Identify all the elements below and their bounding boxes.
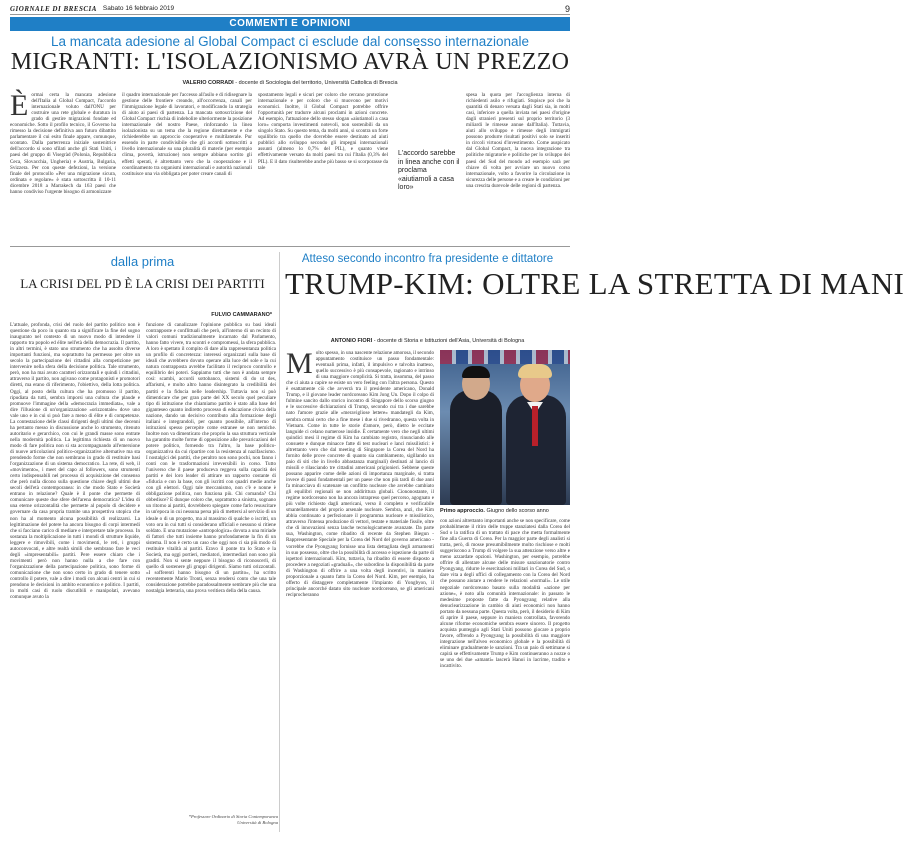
article3-column-2 (440, 518, 570, 835)
article1-text-4: spesa la quota per l'accoglienza interna di richiedenti asilo e rifugiati. Stupisce poi che la quantità di denaro versata dagli Stati sia, in molti casi, inferiore a quella inviata nei paesi d'origine dagli stranieri presenti sul proprio territorio (3 miliardi le rimesse annue dall'Italia). Tuttavia, aiuti allo sviluppo e rimesse degli immigrati possono produrre risultati positivi solo se inseriti in circoli virtuosi d'investimento. Come auspicato dal Global Compact, la nuova integrazione tra politiche migratorie e politiche per lo sviluppo dei paesi del Sud del mondo ad esempio sarà per chiave di volta per avviare un nuovo corso internazionale, volto a favorire la circolazione in sicurezza delle persone e a creare le condizioni per una crescita durevole delle regioni di partenza. (466, 92, 570, 189)
issue-date: Sabato 16 febbraio 2019 (102, 5, 175, 12)
trump-kim-photo (440, 350, 570, 505)
photo-caption-text: Giugno dello scorso anno (484, 508, 549, 514)
horizontal-divider (10, 246, 570, 247)
article3-author: ANTONIO FIORI (330, 338, 373, 344)
article3-column-1 (286, 347, 434, 835)
photo-hair-left (462, 366, 490, 378)
article1-headline: MIGRANTI: L'ISOLAZIONISMO AVRÀ UN PREZZO (10, 49, 570, 75)
article3-text-2: con azioni altrettanto importanti anche se non specificare, come probabilmente il ritiro delle truppe stanziatesi dalla Corea del Sud o la ratifica di un trattato di pace che metta formalmente fine alla Guerra di Corea. Per la maggior parte degli analisti si tratta, però, di mosse presumibilmente molto rischiose e molti suggeriscono a Trump di volgere la sua attenzione verso altre e meno azzardate opzioni. Washington, per esempio, potrebbe offrire di allentare alcune delle misure sanzionatorie contro Pyongyang, ridurre le esercitazioni militari in Corea del Sud, o dare vita a degli uffici di collegamento con la Corea del Nord che possano aiutare a rendere le relazioni «normali». Le utile negoziale nordcoreano basato sulla modalità «azione per azione», è noto alla comunità internazionale: in passato le medesime proposte fatte da Pyongyang relative alla denuclearizzazione in cambio di aiuti economici non hanno portato da nessuna parte. Questa volta, però, il desiderio di Kim di aprire il paese, seppure in maniera controllata, favorendo alcune riforme economiche sembra essere sincero. Il progetto acquista punteggio agli Stati Uniti possono giocare a proprio favore, offrendo a Pyongyang la possibilità di una maggiore integrazione nell'alveo economico globale e la possibilità di eliminare gradualmente le sanzioni. Tra un paio di settimane si capirà se effettivamente Trump e Kim continueranno a nozze o se uno dei due «amanti» lascerà Hanoi in lacrime, tradito e incattivito. (440, 518, 570, 670)
article1-column-2 (122, 92, 252, 242)
article1-text-3: spostamento legali e sicuri per coloro che cercano protezione internazionale e per coloro che si muovono per motivi economici. Inoltre, il Global Compact potrebbe offrire l'opportunità per tradurre alcuni proclami in azioni concrete. Ad esempio, l'attuazione dello stesso slogan «aiutiamoli a casa loro» comporta investimenti notevoli, non sostenibili da un singolo Stato. Su questo tema, da molti anni, si scontra un forte squilibrio tra quello che dovrebbe essere destinato ad aiuti pubblici allo sviluppo secondo gli impegni internazionali assunti (almeno lo 0,7% del PIL), e quanto viene effettivamente versato da molti paesi tra cui l'Italia (0,3% del PIL). E il dato risulterebbe anche più basso se si scorporasse da tale (258, 92, 388, 171)
article3-dropcap: M (286, 347, 313, 380)
photo-tie-right (532, 406, 538, 446)
photo-caption (440, 508, 570, 514)
article1-kicker: La mancata adesione al Global Compact ci esclude dal consesso internazionale (50, 34, 530, 49)
article1-column-1 (10, 89, 116, 242)
article1-dropcap: È (10, 89, 29, 122)
article1-pullquote: L'accordo sarebbe in linea anche con il proclama «aiutiamoli a casa loro» (398, 150, 460, 191)
article1-text-2: il quadro internazionale per l'accesso all'asilo e di ridisegnare la gestione delle frontiere creando, all'occorrenza, canali per l'immigrazione legale di lavoratori, e modificando la strategia di aiuto ai paesi di partenza. La mancata sottoscrizione del Global Compact rischia di indebolire ulteriormente la posizione internazionale del nostro Paese, rinforzando la linea isolazionista su un tema che la regione direttamente e che richiederebbe un approccio cooperativo e multilaterale. Pur essendo in parte condivisibile che gli accordi sottoscritti a livello internazionale su una pluralità di materie (per esempio clima, povertà, istruzione) non sempre abbiano sortito gli effetti sperati, è altrettanto vero che la cooperazione e il coordinamento tra organismi internazionali e autorità nazionali costituisce una via obbligata per poter creare canali di (122, 92, 252, 177)
article3-text-1: olto spesso, in una nascente relazione amorosa, il secondo appuntamento costituisce un passo fondamentale: eventuali prima, infatti, il impulsivo e talvolta inatteso, quello successivo è più consapevole, ragionato e intrinso di una maggiore complicità. Si tratta, insomma, del passo che ci aiuta a capire se esiste un vero feeling con l'altra persona. Questo è esattamente ciò che avverrà tra il presidente americano, Donald Trump, e il giovane leader nordcoreano Kim Jong Un. Dopo il colpo di fulmine sancito dallo storico incontro di Singapore dello scorso giugno e le successive dichiarazioni di Trump, secondo cui tra i due sarebbe nato l'amore grazie alle «meravigliose lettere» mandategli da Kim, sembra ormai certo che a fine mese i due si rivedranno, questa volta in Vietnam. Come in tutte le storie d'amore, però, dietro le eccitate languide ci celano numerose insidie. È certamente vero che negli ultimi quindici mesi il regime di Kim ha cambiato registro, rinunciando alle consuete e dunque minacce fatte di test nucleari e lanci missilistici: è altrettanto vero che dal meeting di Singapore la Corea del Nord ha fornito delle prove concrete di quanto sia cambiamento, sigillando un paio di siti che in livello abbastanza marginali) destinati al lancio di missili e rilasciando tre cittadini americani prigionieri. Sebbene queste possano apparire come delle azioni di importanza marginale, si tratta invece di passi fondamentali per un paese che non più tardi di due anni fa minacciava di scatenare un conflitto nucleare che avrebbe cambiato gli equilibri regionali se non addirittura globali. Ciononostante, il regime nordcoreano non ha ancora intrapreso quel percorso, agognato e più volte richiesto dagli americani, verso il completo e verificabile smantellamento del proprio arsenale nucleare. Sembra, anzi, che Kim abbia continuato a perfezionare il programma nucleare e missilistico, attraverso l'intensa produzione di vettori, testate e materiale fissile, oltre che di innovazioni senza lanche tecnologicamente avanzate. Da parte sua, Washington, come ribadito di recente da Stephen Biegun - Rappresentante Speciale per la Corea del Nord del governo americano - vorrebbe che Pyongyang fornisse una lista dettagliata degli armamenti in suo possesso, oltre che la possibilità di accesso e ispezione da parte di ispettori internazionali. Kim, tuttavia, ha ribadito di essere disposto a procedere a negoziati «graduali», che subordino la disponibilità da parte di Washington di offrire a una volta degli incentivi, in maniera proporzionale a quanto fatto la Corea del Nord. Kim, per esempio, ha offerto di distaggere completamente l'impianto di Yongbyon, il principale ancorché datato sito nucleare nordcoreano, se gli americani reciprocheranno (286, 350, 434, 598)
article1-text-1: ormai certa la mancata adesione dell'Italia al Global Compact, l'accordo internazionale voluto dall'ONU per costruire una rete globale e duratura in grado di gestire migrazioni fondate ed economiche. Sotto il profilo tecnico, il Governo ha rimesso la decisione definitiva aun futuro dibattito parlamentare il cui esito finale appare, comunque, scontato. Dalla parterrenza iniziale sostenitrice dell'accordo si sono sfilati anche gli Stati Uniti, i paesi del gruppo di Visegràd (Polonia, Repubblica Ceca, Slovacchia, Ungheria) e Austria, Bulgaria, Svizzera. Per con queste defezioni, la versione finale del protocollo «Per una migrazione sicura, ordinata e regolare» è stata sottoscritta il 10-11 dicembre 2018 a Marrakech da 163 paesi che hanno condiviso l'urgente bisogno di armonizzare (10, 92, 116, 195)
photo-caption-label: Primo approccio. (440, 508, 485, 514)
article1-column-3 (258, 92, 388, 242)
vertical-divider (279, 252, 280, 832)
article2-text-2: funzione di canalizzare l'opinione pubblica su basi ideali contrapposte e conflittuali che però, all'interno di un recinto di valori comuni tradizionalmente incarnato dal Parlamento, hanno fatto vivere, tra scontri e compromessi, la sfera pubblica. A loro è spettato il compito di dare alla rappresentanza politica un profilo di concretezza: interessi organizzati sulla base di ideali che avrebbero dovuto operare alla luce del sole e la cui natura contrapposta avrebbe facilitato il reciproco controllo e equilibrio dei poteri. Sappiamo tutti che non è andata sempre così: scambi, accordi sottobanco, sistemi di do ut des, affarismi, e molto altro hanno disintegrato la credibilità dei partiti e la fiducia nelle leadership. Tuttavia non si può dimenticare che per gran parte del XX secolo quel peculiare tipo di istituzione che chiamiamo partito è stato alla base del giganteseo quanto indiretto processo di educazione civica della nazione, dando un decisivo contributo alla formazione degli italiani e integrandoli, per quanto possibile, all'interno di istituzioni spesso percepite come estranee se non nemiche. Inoltre non va dimenticato che proprio la sua struttura verticale ha garantito molte forme di opposizione alle prevaricazioni del potere politico, fornendo tra l'altro, la base politico-organizzativa da cui ripartire con la resistenza al nazifascismo. I nostalgici dei partiti, che peraltro non sono pochi, non fanno i conti con le trasformazioni irreversibili in corso. Tutto l'universo che il paese produceva reggeva sulla capacità dei partiti e dei loro leader di attirare un rapporto costante di «fiducia e con la base, con gli iscritti con quadri medie anche con gli elettori. Oggi tale meccanismo, non c'è e nonne è obbligazione politica, non funziona più. Chi comanda? Chi obbedisce? E dunque coloro che, soprattutto a sinistra, sognano un ritorno ai partiti, dovrebbero spiegare come farlo resuscitare in un'epoca in cui nessuna persa più di mettersi al servizio di un ideale o di un progetto, ma al massimo di qualche o iscritti, un voto ora in cui tutti si considerano ufficiali e nessuno si ritiene soldato. E una mutazione «antropologica» dovuta a una miriade di fattori che tutti insieme hanno profondamente la fin di un sistema. Il non è certo un caso che oggi non ci sia più modo di restituire vitalità ai partiti. Eravo il ponte tra lo Stato e la Società, ma oggi portieri, mediatori, intermediari non sono più graditi. Non si sente neppure il bisogno di riconoscerli, di quello di sostenere gli gruppi dirigenti. Siamo tutti orizzontali. «I sofferenti hanno bisogno di un partito», ha scritto recentemente Mario Tronti, senza rendersi conto che una tale considerazione potrebbe paradossalmente sembrare più che una nostalgia letteraria, una prova veritiera della della causa. (146, 322, 276, 595)
article2-column-1 (10, 322, 140, 835)
photo-hair-right (518, 364, 552, 378)
article3-headline: TRUMP-KIM: OLTRE LA STRETTA DI MANI (285, 266, 904, 301)
page-number: 9 (564, 3, 570, 14)
article1-author-role: - docente di Sociologia del territorio, Università Cattolica di Brescia (233, 80, 398, 86)
article2-footnote: *Professore Ordinario di Storia Contemporanea Università di Bologna (188, 814, 278, 825)
article2-headline: LA CRISI DEL PD È LA CRISI DEI PARTITI (20, 276, 265, 291)
article2-column-2 (146, 322, 276, 812)
article2-text-1: L'attuale, profonda, crisi del ruolo del partito politico non è questione da poco in quanto sta a significare la fine del sogno inaugurato nel contesto di un nuovo modo di intendere il rapporto tra popolo ed élite nell'età della democrazia. Il partito, in altri termini, è stato uno strumento che ha assolto diverse importanti funzioni, ma soprattutto ha permesso per oltre un secolo la partecipazione dei cittadini alla competizione per intervenire nella sfera della decisione politica. Tale strumento, però, non ha mai avuto caratteri orizzontali e quindi i cittadini, attraverso il partito, non agivano come protagonisti e promotori diretti, ma erano di riferimento, l'obiettivo, della lotta politica. Oggi, al posto della cultura che ha promosso il partito, ripudiata da tutti, sembra imporsi una cultura che plaude e promuove l'immagine della «democrazia immediata», vale a dire l'illusione di un'organizzazione «orizzontale» dove uno vale uno e in cui si può fare a meno di élite e di competenze. La contestazione delle classi dirigenti degli ultimi due decenni ha pertanto messo in discussione anche lo strumento, ritenuto autoritario e gerarchico, con cui le grandi masse sono entrate nella modernità politica. La legittima richiesta di un nuovo modo di fare politica non si sta accompagnando all'emersione di nuove articolazioni politico-organizzative alternative ma sta prendendo forme che non sembrano in grado di restituire basi l'organizzazione di un sistema democratico. La rete, di web, il «movimento», i meet del capo al followers, sono strumenti certo indispensabili nel processo di acquisizione del consenso che però nulla dicono sulla questione chiave degli ultimi due secoli dell'età contemporanea: in che modo Stato e Società entrano in relazione? Quale è il ponte che permette di comunicare queste due sfere dell'arena democratica? L'idea di una eterne orizzontalità che permette al popolo di decidere e governare da casa propria tramite una prospettiva utopica che non ha al momento alcuna possibilità di realizzarsi. La legittimazione del potere ha ancora bisogno di corpi intermedi che si facciano carico di mediare e interpretare tale processo. In sostanza la moltiplicazione in tutti i mondi di strutture liquide, leggere e rimovibili, come i movimenti, le reti, i gruppi autoconvocati, e altre realtà simili che sembrano fare le veci degli «impresentabili» partiti. Pere essere chiaro che i movimenti però non hanno nulla a che fare con l'organizzazione della partecipazione politica, sono forme di comunicazione che non sono certo in grado di tenere sotto controllo il potere, vale a dire i modi con alcuni centri in cui si prendono le decisioni in ambito economico e politico. I partiti, in molti casi di ruolo discutibili e manipolati, avevano comunque avuto la (10, 322, 140, 601)
article3-kicker: Atteso secondo incontro fra presidente e dittatore (301, 253, 554, 265)
article3-byline (285, 338, 570, 344)
article1-byline (10, 80, 570, 86)
newspaper-name: GIORNALE DI BRESCIA (10, 4, 97, 13)
article3-author-role: - docente di Storia e Istituzioni dell'Asia, Università di Bologna (372, 338, 525, 344)
masthead (10, 3, 570, 15)
photo-flags-backdrop (440, 350, 570, 364)
article1-author: VALERIO CORRADI (182, 80, 234, 86)
article2-byline: FULVIO CAMMARANO* (211, 312, 272, 318)
article2-kicker: dalla prima (110, 254, 175, 269)
photo-figure-left (450, 390, 502, 505)
article1-column-4 (466, 92, 570, 242)
section-title: COMMENTI E OPINIONI (10, 17, 570, 31)
